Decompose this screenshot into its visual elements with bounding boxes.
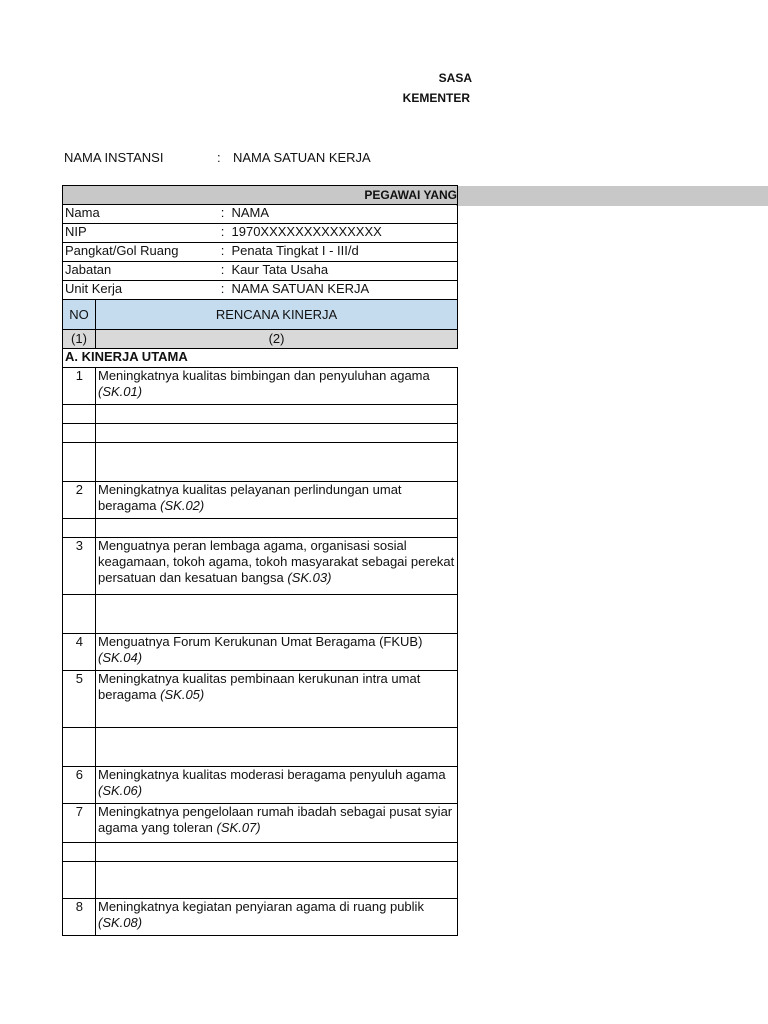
field-row-nip <box>63 224 458 243</box>
field-colon: : <box>216 205 230 224</box>
table-row-empty <box>63 728 458 767</box>
field-label: NIP <box>63 224 216 243</box>
field-colon: : <box>216 281 230 300</box>
rencana-code: (SK.08) <box>98 915 143 930</box>
row-rencana <box>96 899 458 936</box>
instansi-label: NAMA INSTANSI <box>64 150 164 165</box>
row-number: 5 <box>63 671 96 728</box>
table-row-empty <box>63 595 458 634</box>
field-label: Jabatan <box>63 262 216 281</box>
row-rencana <box>96 634 458 671</box>
field-colon: : <box>216 243 230 262</box>
field-row-nama <box>63 205 458 224</box>
document-title-line1: SASA <box>438 71 472 85</box>
rencana-code: (SK.05) <box>160 687 205 702</box>
row-rencana <box>96 804 458 843</box>
rencana-text: Meningkatnya kualitas moderasi beragama penyuluh agama <box>98 767 446 782</box>
table-row <box>63 634 458 671</box>
column-number-1: (1) <box>63 330 96 349</box>
rencana-code: (SK.01) <box>98 384 143 399</box>
instansi-colon: : <box>217 150 221 165</box>
field-label: Unit Kerja <box>63 281 216 300</box>
table-row-empty <box>63 862 458 899</box>
field-value: Penata Tingkat I - III/d <box>230 243 458 262</box>
rencana-code: (SK.06) <box>98 783 143 798</box>
row-number: 1 <box>63 368 96 405</box>
rencana-text: Meningkatnya kualitas pelayanan perlindungan umat beragama <box>98 482 402 513</box>
table-row <box>63 804 458 843</box>
field-row-jabatan <box>63 262 458 281</box>
rencana-code: (SK.03) <box>287 570 332 585</box>
row-rencana <box>96 767 458 804</box>
field-value: Kaur Tata Usaha <box>230 262 458 281</box>
rencana-text: Menguatnya peran lembaga agama, organisasi sosial keagamaan, tokoh agama, tokoh masyarakat sebagai perekat persatuan dan kesatuan bangsa <box>98 538 455 585</box>
table-row-empty <box>63 519 458 538</box>
table-row <box>63 671 458 728</box>
document-title-line2: KEMENTER <box>402 91 470 105</box>
row-number: 4 <box>63 634 96 671</box>
row-number: 8 <box>63 899 96 936</box>
rencana-text: Meningkatnya kualitas pembinaan kerukunan intra umat beragama <box>98 671 421 702</box>
row-rencana <box>96 538 458 595</box>
field-label: Nama <box>63 205 216 224</box>
field-value: NAMA <box>230 205 458 224</box>
rencana-text: Meningkatnya kualitas bimbingan dan penyuluhan agama <box>98 368 430 383</box>
row-number: 2 <box>63 482 96 519</box>
row-rencana <box>96 368 458 405</box>
table-row <box>63 767 458 804</box>
header-grey-band <box>456 186 768 206</box>
field-value: NAMA SATUAN KERJA <box>230 281 458 300</box>
field-row-pangkat <box>63 243 458 262</box>
row-rencana <box>96 482 458 519</box>
rencana-code: (SK.02) <box>160 498 205 513</box>
table-row <box>63 899 458 936</box>
table-row-empty <box>63 843 458 862</box>
table-row <box>63 538 458 595</box>
column-header-no: NO <box>63 300 96 330</box>
rencana-code: (SK.07) <box>216 820 261 835</box>
table-row-empty <box>63 424 458 443</box>
table-row <box>63 368 458 405</box>
rencana-text: Menguatnya Forum Kerukunan Umat Beragama (FKUB) <box>98 634 423 649</box>
rencana-code: (SK.04) <box>98 650 143 665</box>
field-row-unit-kerja <box>63 281 458 300</box>
row-rencana <box>96 671 458 728</box>
instansi-value: NAMA SATUAN KERJA <box>233 150 371 165</box>
rencana-text: Meningkatnya pengelolaan rumah ibadah sebagai pusat syiar agama yang toleran <box>98 804 453 835</box>
field-colon: : <box>216 262 230 281</box>
table-row <box>63 482 458 519</box>
section-kinerja-utama: A. KINERJA UTAMA <box>63 349 458 368</box>
column-header-rencana: RENCANA KINERJA <box>96 300 458 330</box>
row-number: 7 <box>63 804 96 843</box>
sasaran-kinerja-table <box>62 185 458 936</box>
field-label: Pangkat/Gol Ruang <box>63 243 216 262</box>
row-number: 3 <box>63 538 96 595</box>
row-number: 6 <box>63 767 96 804</box>
field-value: 1970XXXXXXXXXXXXXX <box>230 224 458 243</box>
table-row-empty <box>63 443 458 482</box>
field-colon: : <box>216 224 230 243</box>
pegawai-section-title: PEGAWAI YANG <box>63 186 458 205</box>
table-row-empty <box>63 405 458 424</box>
rencana-text: Meningkatnya kegiatan penyiaran agama di ruang publik <box>98 899 424 914</box>
column-number-2: (2) <box>96 330 458 349</box>
